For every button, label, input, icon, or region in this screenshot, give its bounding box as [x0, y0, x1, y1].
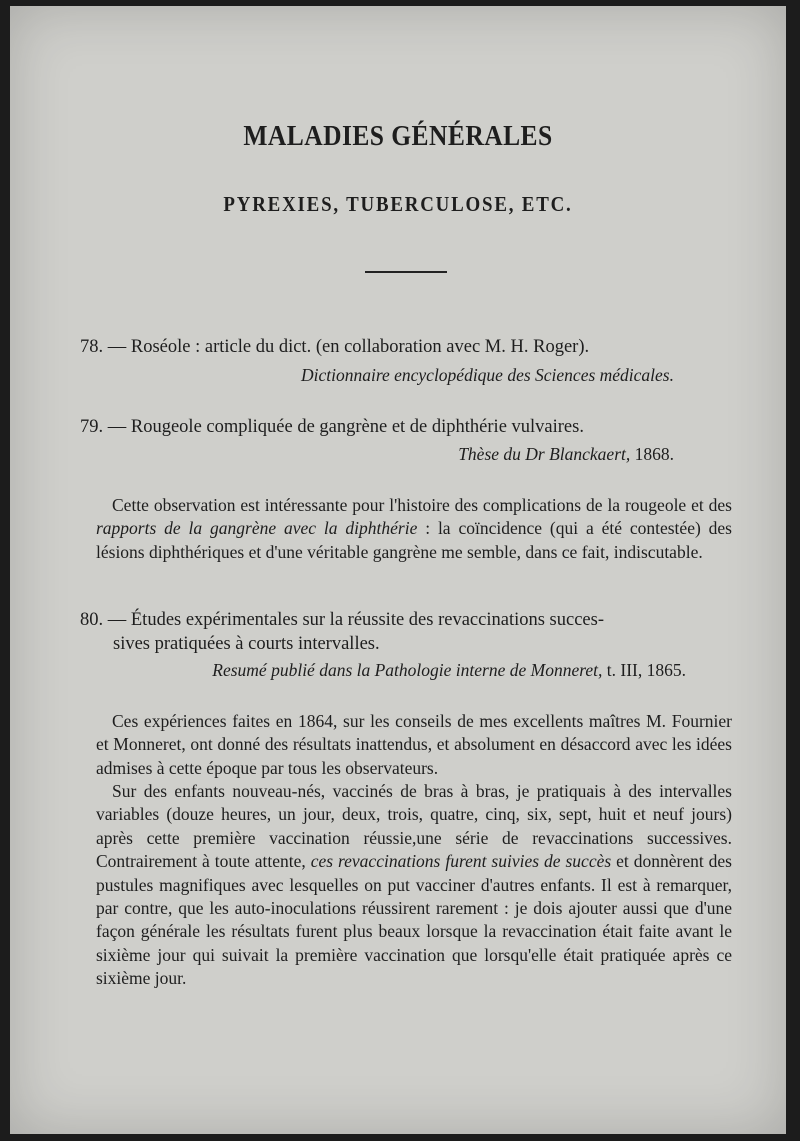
- bleed-through-shadow: [160, 86, 760, 296]
- entry-79-paragraph: [96, 494, 732, 564]
- entry-78-title: — Roséole : article du dict. (en collaboration avec M. H. Roger).: [107, 337, 590, 357]
- entry-79-number: 79.: [80, 417, 104, 437]
- entry-79-title: — Rougeole compliquée de gangrène et de diphthérie vulvaires.: [107, 417, 584, 437]
- entry-79-text-a: Cette observation est intéressante pour l'histoire des complications de la rougeole et des: [112, 495, 732, 515]
- entry-79-source: [458, 444, 674, 465]
- entry-80-text-a: Sur des enfants nouveau-nés, vaccinés de bras à bras, je pratiquais à des intervalles variables (douze heures, un jour, deux, trois, quatre, cinq, six, sept, huit et neuf jours) après cette première vaccination réussie,une série de revaccinations successives. Contrairement à toute attente,: [96, 781, 732, 872]
- entry-79-heading: [80, 417, 694, 438]
- entry-80-source-italic: Resumé publié dans la Pathologie interne de Monneret,: [212, 660, 603, 680]
- entry-80-text-emphasis: ces revaccinations furent suivies de succès: [310, 851, 612, 872]
- entry-80-number: 80.: [80, 610, 104, 630]
- entry-79-source-italic: Thèse du Dr Blanckaert,: [458, 444, 631, 464]
- entry-78-number: 78.: [80, 337, 104, 357]
- entry-79-text-emphasis: rapports de la gangrène avec la diphthérie: [96, 518, 418, 539]
- entry-80-paragraph-2: [96, 780, 732, 991]
- document-page: [10, 6, 786, 1134]
- entry-79-source-year: 1868.: [630, 444, 674, 464]
- entry-80-source-volume: t. III, 1865.: [602, 660, 686, 680]
- entry-80-heading-line2: sives pratiquées à courts intervalles.: [113, 634, 380, 654]
- entry-79-text-b: : la coïncidence (qui a été contestée) des lésions diphthériques et d'une véritable gangrène me semble, dans ce fait, indiscutable.: [96, 518, 732, 562]
- entry-80-source: [212, 660, 686, 681]
- entry-80-text-b: et donnèrent des pustules magnifiques avec lesquelles on put vacciner d'autres enfants. Il est à remarquer, par contre, que les auto-inoculations réussirent rarement : je dois ajouter aussi que d'une façon générale les résultats furent plus beaux lorsque la revaccination était faite avant le sixième jour qui suivait la première vaccination que lorsqu'elle était pratiquée après ce sixième jour.: [96, 851, 732, 989]
- entry-80-paragraph-1: Ces expériences faites en 1864, sur les conseils de mes excellents maîtres M. Fournier et Monneret, ont donné des résultats inattendus, et absolument en désaccord avec les idées admises à cette époque par tous les observateurs.: [96, 711, 732, 778]
- section-subtitle: PYREXIES, TUBERCULOSE, ETC.: [223, 192, 573, 216]
- entry-80-title-1: — Études expérimentales sur la réussite des revaccinations succes-: [107, 610, 604, 630]
- title-divider: [365, 271, 447, 273]
- page-title: MALADIES GÉNÉRALES: [243, 120, 553, 152]
- entry-78-source: Dictionnaire encyclopédique des Sciences médicales.: [300, 365, 674, 385]
- entry-78-heading: [80, 337, 694, 358]
- entry-80-heading-line1: [80, 610, 694, 631]
